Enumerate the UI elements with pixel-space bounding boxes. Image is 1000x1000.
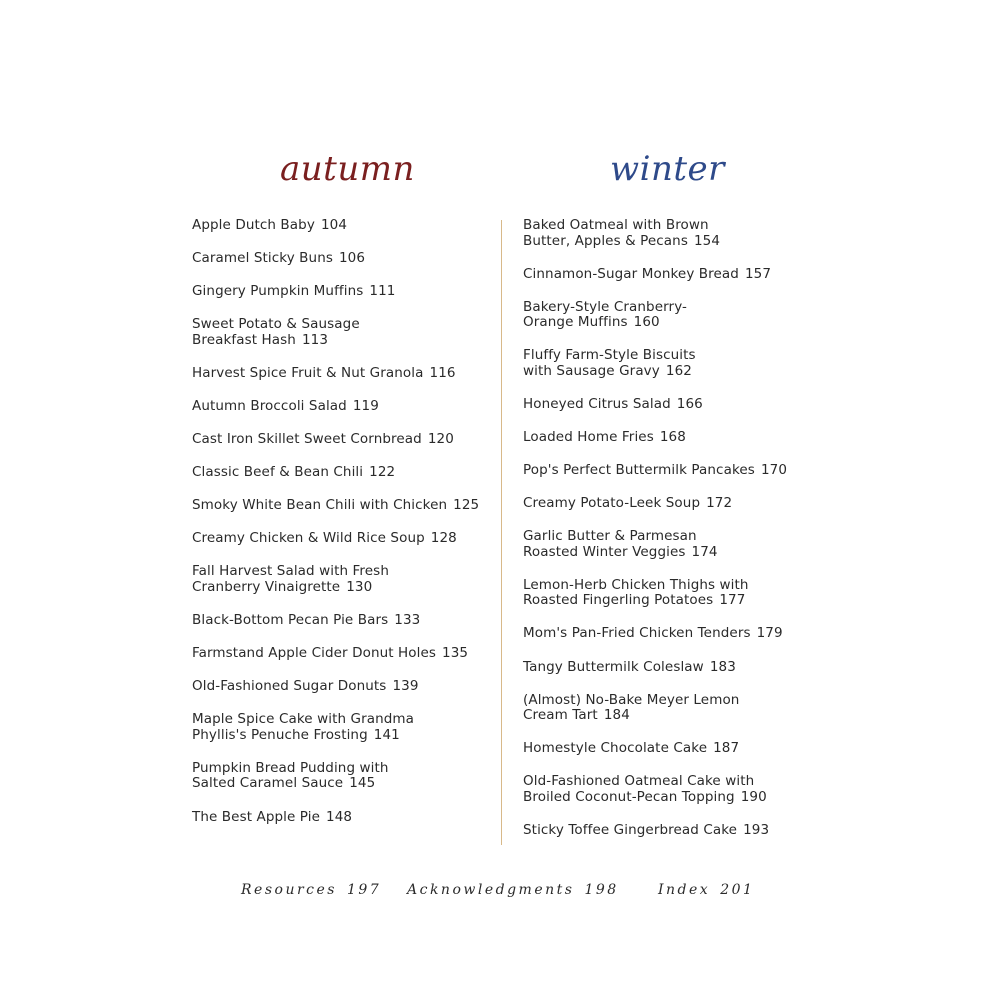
recipe-title-text: Phyllis's Penuche Frosting [192, 726, 368, 743]
recipe-entry[interactable] [192, 366, 492, 382]
recipe-title-text: Orange Muffins [523, 314, 628, 331]
recipe-title-line [523, 626, 823, 642]
recipe-title-line: Lemon-Herb Chicken Thighs with [523, 576, 749, 593]
recipe-title-line: (Almost) No-Bake Meyer Lemon [523, 691, 740, 708]
recipe-page-number: 128 [430, 530, 457, 547]
recipe-title-line [523, 790, 823, 806]
recipe-page-number: 125 [453, 497, 480, 514]
recipe-page-number: 154 [693, 232, 721, 249]
recipe-title-text: Old-Fashioned Sugar Donuts [192, 678, 387, 695]
recipe-title-line: Baked Oatmeal with Brown [523, 217, 709, 233]
recipe-title-text: Roasted Winter Veggies [523, 543, 686, 560]
resources-page-number: 197 [346, 882, 382, 898]
recipe-title-line [192, 646, 492, 662]
recipe-entry[interactable] [523, 218, 823, 249]
recipe-entry[interactable] [192, 646, 492, 662]
recipe-page-number: 116 [429, 364, 456, 381]
recipe-title-text: Autumn Broccoli Salad [192, 397, 347, 414]
recipe-title-line [192, 776, 492, 792]
recipe-title-line [523, 708, 823, 724]
index-link[interactable] [658, 882, 754, 898]
recipe-title-line [192, 679, 492, 695]
recipe-entry[interactable] [523, 626, 823, 642]
recipe-entry[interactable] [192, 284, 492, 300]
recipe-title-line [192, 284, 492, 300]
recipe-title-text: Caramel Sticky Buns [192, 250, 333, 267]
recipe-title-line [192, 613, 492, 629]
recipe-page-number: 170 [760, 462, 788, 479]
recipe-page-number: 141 [373, 726, 400, 743]
recipe-title-text: Mom's Pan-Fried Chicken Tenders [523, 625, 751, 642]
recipe-entry[interactable] [523, 463, 823, 479]
recipe-entry[interactable] [523, 348, 823, 379]
recipe-entry[interactable] [192, 399, 492, 415]
recipe-title-line: Fluffy Farm-Style Biscuits [523, 347, 696, 364]
recipe-title-text: Cranberry Vinaigrette [192, 578, 341, 595]
recipe-title-text: Pop's Perfect Buttermilk Pancakes [523, 462, 755, 479]
recipe-entry[interactable] [523, 774, 823, 805]
winter-recipe-list [523, 218, 823, 856]
recipe-entry[interactable] [523, 267, 823, 283]
recipe-title-text: Broiled Coconut-Pecan Topping [523, 788, 735, 805]
recipe-title-text: with Sausage Gravy [523, 362, 660, 379]
recipe-page-number: 166 [676, 395, 703, 412]
recipe-title-text: Smoky White Bean Chili with Chicken [192, 497, 448, 514]
recipe-entry[interactable] [192, 218, 492, 234]
recipe-title-text: Classic Beef & Bean Chili [192, 464, 364, 481]
recipe-title-text: Breakfast Hash [192, 331, 296, 348]
recipe-page-number: 190 [740, 788, 767, 805]
recipe-title-line [523, 463, 823, 479]
recipe-title-text: Roasted Fingerling Potatoes [523, 592, 714, 609]
recipe-title-text: Cinnamon-Sugar Monkey Bread [523, 265, 739, 282]
recipe-title-text: Creamy Potato-Leek Soup [523, 495, 701, 512]
recipe-title-text: Harvest Spice Fruit & Nut Granola [192, 364, 424, 381]
recipe-title-text: Apple Dutch Baby [192, 217, 315, 233]
recipe-entry[interactable] [192, 531, 492, 547]
recipe-title-text: Cast Iron Skillet Sweet Cornbread [192, 431, 422, 448]
recipe-title-line [192, 498, 492, 514]
recipe-title-line [192, 465, 492, 481]
recipe-title-line [523, 397, 823, 413]
recipe-title-line [192, 218, 492, 234]
recipe-entry[interactable] [523, 578, 823, 609]
recipe-page-number: 135 [442, 645, 469, 662]
recipe-page-number: 104 [320, 217, 348, 233]
recipe-page-number: 139 [392, 678, 419, 695]
recipe-entry[interactable] [523, 496, 823, 512]
recipe-title-line [523, 267, 823, 283]
recipe-title-line: Maple Spice Cake with Grandma [192, 711, 415, 728]
recipe-title-text: Loaded Home Fries [523, 428, 654, 445]
recipe-title-line [523, 660, 823, 676]
recipe-page-number: 179 [756, 625, 783, 642]
recipe-entry[interactable] [192, 498, 492, 514]
recipe-page-number: 133 [394, 612, 421, 629]
recipe-entry[interactable] [192, 432, 492, 448]
acknowledgments-link[interactable] [407, 882, 619, 898]
recipe-entry[interactable] [523, 823, 823, 839]
recipe-title-line [192, 399, 492, 415]
recipe-entry[interactable] [192, 564, 492, 595]
recipe-title-line [192, 432, 492, 448]
recipe-entry[interactable] [192, 810, 492, 826]
recipe-title-line [523, 593, 823, 609]
recipe-entry[interactable] [192, 317, 492, 348]
recipe-title-line [523, 430, 823, 446]
recipe-entry[interactable] [523, 529, 823, 560]
recipe-title-text: Salted Caramel Sauce [192, 775, 344, 792]
recipe-entry[interactable] [523, 741, 823, 757]
recipe-title-line [192, 366, 492, 382]
recipe-page-number: 119 [352, 397, 379, 414]
recipe-page-number: 177 [719, 592, 746, 609]
recipe-title-line [192, 251, 492, 267]
recipe-entry[interactable] [523, 693, 823, 724]
recipe-title-text: Farmstand Apple Cider Donut Holes [192, 645, 437, 662]
recipe-entry[interactable] [523, 430, 823, 446]
recipe-title-line: Bakery-Style Cranberry- [523, 298, 688, 315]
back-matter-links [0, 882, 1000, 902]
recipe-title-line [523, 496, 823, 512]
recipe-page-number: 174 [691, 543, 718, 560]
recipe-page-number: 113 [301, 331, 329, 348]
recipe-title-line [523, 315, 823, 331]
recipe-title-text: Creamy Chicken & Wild Rice Soup [192, 530, 425, 547]
recipe-entry[interactable] [523, 397, 823, 413]
recipe-title-line [192, 580, 492, 596]
recipe-title-text: Butter, Apples & Pecans [523, 232, 688, 249]
recipe-title-line [192, 728, 492, 744]
recipe-title-line [192, 810, 492, 826]
recipe-title-text: Homestyle Chocolate Cake [523, 740, 708, 757]
recipe-title-text: Gingery Pumpkin Muffins [192, 283, 364, 300]
recipe-title-line [523, 741, 823, 757]
recipe-page-number: 130 [346, 578, 373, 595]
recipe-title-text: The Best Apple Pie [192, 808, 321, 825]
recipe-title-text: Black-Bottom Pecan Pie Bars [192, 612, 389, 629]
recipe-page-number: 106 [338, 250, 366, 267]
recipe-title-line: Garlic Butter & Parmesan [523, 528, 697, 545]
recipe-title-text: Tangy Buttermilk Coleslaw [523, 658, 704, 675]
recipe-entry[interactable] [192, 613, 492, 629]
recipe-entry[interactable] [192, 679, 492, 695]
recipe-page-number: 160 [633, 314, 660, 331]
index-label: Index [658, 882, 711, 898]
index-page-number: 201 [720, 882, 755, 898]
recipe-page-number: 111 [369, 283, 396, 300]
recipe-page-number: 187 [713, 740, 740, 757]
recipe-entry[interactable] [192, 761, 492, 792]
recipe-title-line: Pumpkin Bread Pudding with [192, 759, 389, 776]
recipe-page-number: 168 [659, 428, 686, 445]
recipe-title-line [192, 531, 492, 547]
recipe-page-number: 183 [709, 658, 736, 675]
recipe-page-number: 162 [665, 362, 692, 379]
recipe-page-number: 148 [326, 808, 353, 825]
winter-heading: winter [610, 149, 725, 189]
recipe-title-line [523, 823, 823, 839]
recipe-title-line [523, 545, 823, 561]
recipe-page-number: 193 [743, 821, 770, 838]
acknowledgments-label: Acknowledgments [407, 882, 575, 898]
recipe-page-number: 184 [603, 707, 630, 724]
recipe-title-line: Sweet Potato & Sausage [192, 316, 360, 333]
acknowledgments-page-number: 198 [584, 882, 619, 898]
recipe-page-number: 120 [427, 431, 454, 448]
recipe-title-line [523, 234, 823, 250]
recipe-page-number: 145 [349, 775, 376, 792]
recipe-title-text: Honeyed Citrus Salad [523, 395, 671, 412]
recipe-title-line: Fall Harvest Salad with Fresh [192, 563, 389, 580]
column-divider [501, 220, 502, 845]
recipe-title-line: Old-Fashioned Oatmeal Cake with [523, 773, 755, 790]
recipe-page-number: 122 [369, 464, 396, 481]
autumn-heading: autumn [280, 149, 415, 189]
recipe-entry[interactable] [523, 300, 823, 331]
recipe-entry[interactable] [192, 465, 492, 481]
recipe-entry[interactable] [192, 251, 492, 267]
resources-label: Resources [241, 882, 337, 898]
recipe-page-number: 172 [706, 495, 733, 512]
recipe-title-text: Cream Tart [523, 707, 598, 724]
recipe-title-text: Sticky Toffee Gingerbread Cake [523, 821, 738, 838]
recipe-entry[interactable] [523, 660, 823, 676]
recipe-entry[interactable] [192, 712, 492, 743]
recipe-title-line [192, 333, 492, 349]
autumn-recipe-list [192, 218, 492, 843]
resources-link[interactable] [241, 882, 381, 898]
recipe-page-number: 157 [744, 265, 772, 282]
recipe-title-line [523, 364, 823, 380]
